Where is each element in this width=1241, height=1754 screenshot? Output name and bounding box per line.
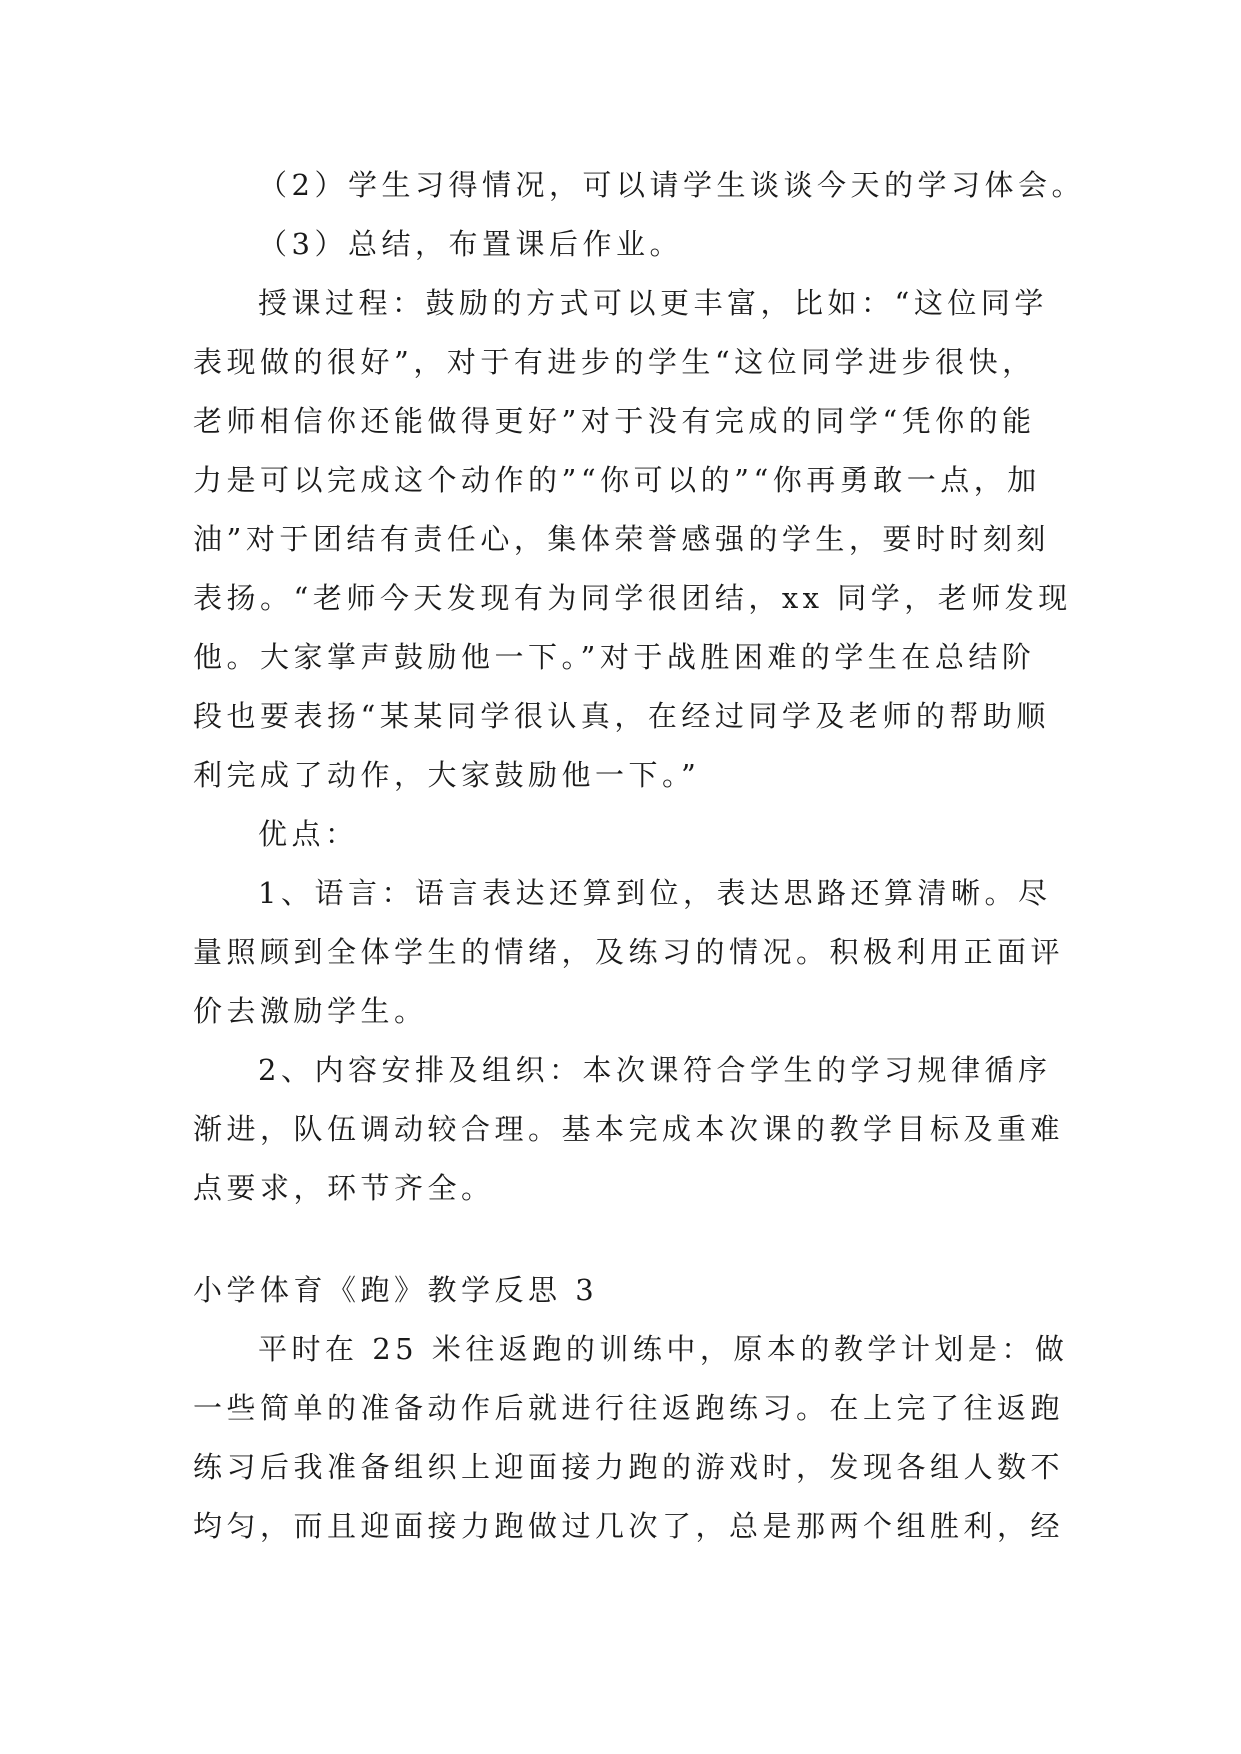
paragraph-line: 表现做的很好”，对于有进步的学生“这位同学进步很快， bbox=[193, 345, 1036, 379]
paragraph-line: 老师相信你还能做得更好”对于没有完成的同学“凭你的能 bbox=[193, 404, 1036, 438]
paragraph-line: 量照顾到全体学生的情绪，及练习的情况。积极利用正面评 bbox=[193, 935, 1065, 969]
paragraph-line: 利完成了动作，大家鼓励他一下。” bbox=[193, 758, 701, 792]
paragraph-line: 1、语言：语言表达还算到位，表达思路还算清晰。尽 bbox=[258, 876, 1052, 910]
paragraph-line: 他。大家掌声鼓励他一下。”对于战胜困难的学生在总结阶 bbox=[193, 640, 1036, 674]
paragraph-line: 平时在 25 米往返跑的训练中，原本的教学计划是：做 bbox=[258, 1332, 1069, 1366]
paragraph-line: 优点： bbox=[258, 817, 359, 851]
paragraph-line: 力是可以完成这个动作的”“你可以的”“你再勇敢一点，加 bbox=[193, 463, 1041, 497]
paragraph-line: （2）学生习得情况，可以请学生谈谈今天的学习体会。 bbox=[258, 168, 1085, 202]
paragraph-line: 段也要表扬“某某同学很认真，在经过同学及老师的帮助顺 bbox=[193, 699, 1050, 733]
paragraph-line: 点要求，环节齐全。 bbox=[193, 1171, 495, 1205]
paragraph-line: 授课过程：鼓励的方式可以更丰富，比如：“这位同学 bbox=[258, 286, 1048, 320]
paragraph-line: 价去激励学生。 bbox=[193, 994, 428, 1028]
section-heading: 小学体育《跑》教学反思 3 bbox=[193, 1273, 599, 1307]
paragraph-line: 2、内容安排及组织：本次课符合学生的学习规律循序 bbox=[258, 1053, 1052, 1087]
paragraph-line: 表扬。“老师今天发现有为同学很团结，xx 同学，老师发现 bbox=[193, 581, 1072, 615]
paragraph-line: 一些简单的准备动作后就进行往返跑练习。在上完了往返跑 bbox=[193, 1391, 1065, 1425]
paragraph-line: 均匀，而且迎面接力跑做过几次了，总是那两个组胜利，经 bbox=[193, 1509, 1065, 1543]
paragraph-line: 练习后我准备组织上迎面接力跑的游戏时，发现各组人数不 bbox=[193, 1450, 1065, 1484]
paragraph-line: 油”对于团结有责任心，集体荣誉感强的学生，要时时刻刻 bbox=[193, 522, 1050, 556]
paragraph-line: （3）总结，布置课后作业。 bbox=[258, 227, 683, 261]
paragraph-line: 渐进，队伍调动较合理。基本完成本次课的教学目标及重难 bbox=[193, 1112, 1065, 1146]
